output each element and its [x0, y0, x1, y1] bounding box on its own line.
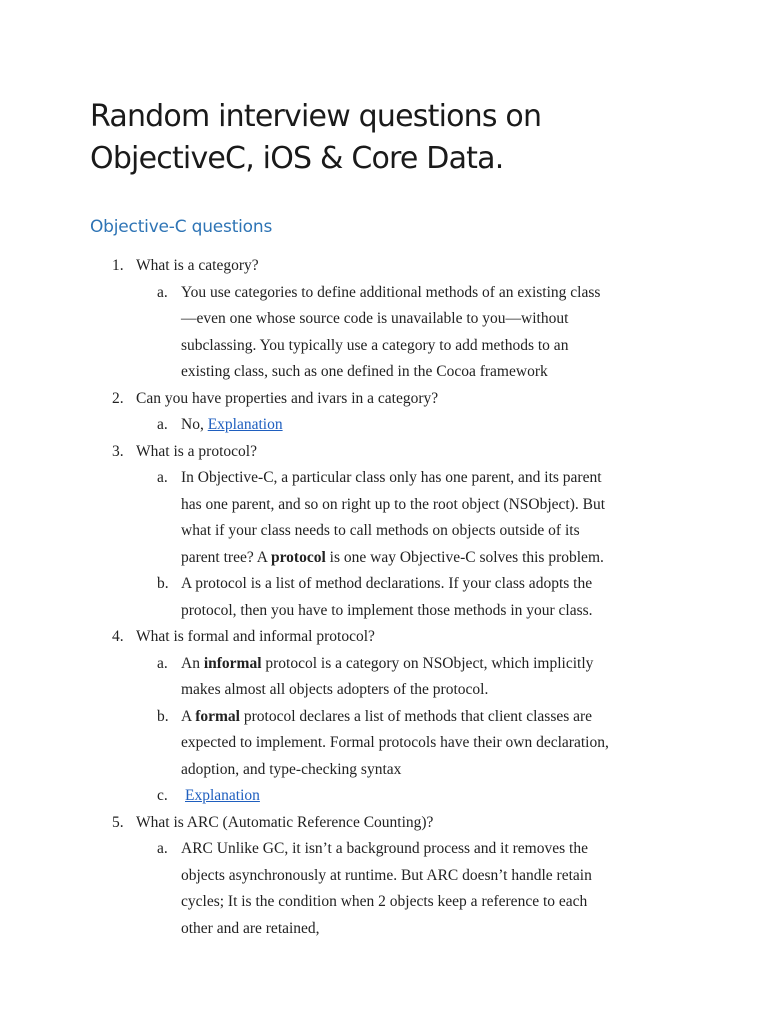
question-item: [0, 253, 768, 386]
answer-text-after: is one way Objective-C solves this problem.: [325, 548, 604, 566]
bold-term: informal: [203, 654, 262, 672]
answer-letter: c.: [157, 787, 168, 804]
answer-letter: a.: [157, 283, 168, 301]
question-number: 3.: [112, 442, 124, 460]
question-item: [0, 810, 768, 943]
answer-letter: a.: [157, 416, 168, 433]
question-text: Can you have properties and ivars in a category?: [136, 389, 439, 407]
answer-item: [0, 571, 708, 624]
answer-text-after: protocol declares a list of methods that client classes are expected to implement. Formal protocols have their own declaration, adoption, and type-checking syntax: [181, 707, 609, 778]
question-text: What is formal and informal protocol?: [136, 628, 375, 645]
document-title: Random interview questions on ObjectiveC, iOS & Core Data.: [90, 99, 542, 176]
explanation-link[interactable]: Explanation: [207, 416, 283, 433]
answer-item: [0, 412, 708, 439]
answer-text-before: In Objective-C, a particular class only has one parent, and its parent has one parent, and so on right up to the root object (NSObject). But what if your class needs to call methods on objects outside of its parent tree? A: [181, 469, 606, 566]
question-number: 1.: [112, 257, 124, 274]
answer-list: [136, 836, 708, 942]
question-text: What is a protocol?: [136, 442, 257, 460]
question-number: 5.: [112, 813, 124, 831]
answer-letter: b.: [157, 707, 169, 725]
answer-text: A protocol is a list of method declarations. If your class adopts the protocol, then you have to implement those methods in your class.: [181, 575, 593, 619]
answer-item: [0, 465, 708, 571]
section-heading: Objective-C questions: [90, 217, 273, 237]
question-number: 2.: [112, 389, 124, 407]
bold-term: protocol: [270, 548, 326, 566]
question-list: [0, 253, 768, 942]
bold-term: formal: [195, 707, 240, 725]
question-item: [0, 386, 768, 439]
question-text: What is ARC (Automatic Reference Counting)?: [136, 813, 434, 831]
explanation-link[interactable]: Explanation: [185, 787, 260, 804]
question-text: What is a category?: [136, 257, 259, 274]
answer-item: [0, 836, 708, 942]
answer-text: You use categories to define additional methods of an existing class—even one whose source code is unavailable to you—without subclassing. You typically use a category to add methods to an existing class, such as one defined in the Cocoa framework: [181, 283, 601, 380]
answer-list: [136, 280, 708, 386]
question-list-container: [0, 253, 768, 942]
answer-item: [0, 704, 708, 784]
answer-letter: b.: [157, 575, 169, 592]
answer-item: [0, 651, 708, 704]
answer-letter: a.: [157, 469, 168, 486]
question-item: [0, 439, 768, 625]
answer-item: [0, 280, 708, 386]
answer-text: ARC Unlike GC, it isn’t a background process and it removes the objects asynchronously at runtime. But ARC doesn’t handle retain cycles; It is the condition when 2 objects keep a reference to each other and are retained,: [181, 840, 592, 937]
question-number: 4.: [112, 628, 124, 645]
answer-prefix: No,: [181, 416, 208, 433]
answer-text-after: protocol is a category on NSObject, which implicitly makes almost all objects adopters of the protocol.: [181, 654, 594, 698]
answer-text-before: An: [181, 654, 204, 672]
answer-text-before: A: [181, 707, 196, 725]
answer-list: [136, 651, 708, 810]
answer-letter: a.: [157, 654, 168, 672]
answer-item: [0, 783, 708, 810]
answer-letter: a.: [157, 840, 168, 857]
answer-list: [136, 465, 708, 624]
answer-list: [136, 412, 708, 439]
question-item: [0, 624, 768, 810]
